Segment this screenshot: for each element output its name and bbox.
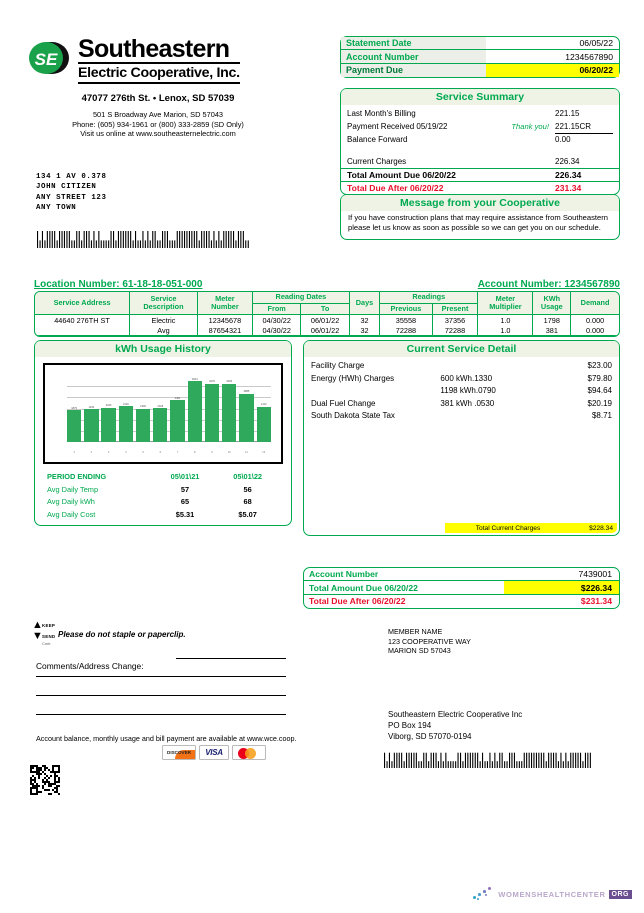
stub-member-city: MARION SD 57043 bbox=[388, 646, 451, 656]
history-row bbox=[47, 484, 279, 497]
chart-x-label: 8 bbox=[194, 451, 196, 454]
meter-header-row-1 bbox=[35, 292, 619, 303]
meter-cell-days: 32 bbox=[349, 325, 379, 336]
current-service-detail-panel bbox=[303, 340, 620, 536]
chart-bar bbox=[119, 406, 133, 442]
chart-bar bbox=[222, 384, 236, 442]
usage-history-chart bbox=[43, 363, 283, 464]
arrow-up-icon: ▲ bbox=[32, 619, 43, 631]
stub-value: $226.34 bbox=[504, 581, 619, 593]
total-due-after-label: Total Due After 06/20/22 bbox=[347, 183, 444, 194]
self-service-footnote: Account balance, monthly usage and bill payment are available at www.wce.coop. bbox=[36, 734, 297, 743]
summary-row bbox=[341, 121, 619, 135]
service-detail-row bbox=[304, 410, 619, 423]
statement-value: 1234567890 bbox=[565, 51, 613, 62]
history-row-col2: 68 bbox=[243, 497, 252, 507]
detail-amount: $23.00 bbox=[587, 361, 612, 370]
summary-value: 221.15CR bbox=[555, 121, 613, 135]
chart-bar bbox=[84, 409, 98, 442]
chart-bar-value-label: 2120 bbox=[122, 402, 129, 406]
chart-bar bbox=[67, 410, 81, 442]
visa-card-icon bbox=[199, 745, 229, 760]
meter-cell-previous: 72288 bbox=[380, 325, 432, 336]
history-head-label: PERIOD ENDING bbox=[47, 472, 107, 481]
meter-table-row bbox=[35, 315, 619, 326]
comments-write-line-4[interactable] bbox=[36, 714, 286, 715]
chart-x-label: 7 bbox=[176, 451, 179, 454]
meter-cell-demand: 0.000 bbox=[571, 315, 619, 326]
statement-row bbox=[341, 50, 619, 63]
current-service-detail-title: Current Service Detail bbox=[304, 341, 619, 357]
remit-po-box: PO Box 194 bbox=[388, 720, 432, 730]
history-row-col2: $5.07 bbox=[238, 509, 257, 519]
service-summary-body bbox=[341, 105, 619, 168]
th-previous: Previous bbox=[380, 303, 432, 315]
meter-cell-present: 37356 bbox=[432, 315, 478, 326]
meter-cell-description: Avg bbox=[130, 325, 198, 336]
branch-address: 501 S Broadway Ave Marion, SD 57043 bbox=[92, 110, 224, 119]
service-detail-row bbox=[304, 398, 619, 411]
summary-label: Balance Forward bbox=[347, 135, 408, 145]
th-from: From bbox=[252, 303, 300, 315]
chart-bar-slot bbox=[205, 375, 219, 442]
payment-stub-summary bbox=[303, 567, 620, 609]
stub-row bbox=[304, 581, 619, 594]
chart-bar-value-label: 2113 bbox=[260, 403, 267, 406]
th-to: To bbox=[301, 303, 349, 315]
chart-bar-slot bbox=[222, 375, 236, 442]
total-amount-due-row bbox=[341, 168, 619, 181]
chart-x-label: 3 bbox=[107, 451, 110, 454]
th-readings: Readings bbox=[380, 292, 478, 303]
chart-bar-slot bbox=[153, 375, 167, 442]
cooperative-message-panel bbox=[340, 194, 620, 240]
total-current-charges-value: $228.34 bbox=[589, 524, 613, 532]
detail-description: Facility Charge bbox=[311, 361, 365, 370]
th-days: Days bbox=[349, 292, 379, 315]
discover-card-icon bbox=[162, 745, 196, 760]
chart-x-label: 12 bbox=[262, 451, 266, 454]
current-service-detail-body bbox=[304, 357, 619, 423]
customer-name: JOHN CITIZEN bbox=[36, 183, 97, 192]
chart-bar bbox=[239, 394, 253, 442]
chart-x-label: 1 bbox=[73, 451, 75, 454]
meter-cell-meter-number: 87654321 bbox=[197, 325, 252, 336]
postal-barcode bbox=[36, 228, 251, 248]
detail-calculation: 600 kWh.1330 bbox=[440, 373, 493, 383]
detail-calculation: 381 kWh .0530 bbox=[440, 398, 495, 408]
chart-bar-slot bbox=[136, 375, 150, 442]
meter-cell-present: 72288 bbox=[432, 325, 478, 336]
usage-history-table bbox=[47, 471, 279, 521]
history-row bbox=[47, 496, 279, 509]
meter-table-row bbox=[35, 325, 619, 336]
statement-value: 06/05/22 bbox=[579, 38, 613, 49]
mastercard-right-circle bbox=[245, 748, 256, 759]
se-logo-icon bbox=[28, 37, 72, 79]
stub-value: 7439001 bbox=[578, 569, 612, 580]
watermark-text: WOMENSHEALTHCENTER bbox=[498, 889, 606, 899]
mastercard-card-icon bbox=[232, 745, 266, 760]
summary-note bbox=[493, 134, 555, 147]
service-detail-row bbox=[304, 360, 619, 373]
th-demand: Demand bbox=[571, 292, 619, 315]
detail-description: Dual Fuel Change bbox=[311, 398, 376, 408]
meter-cell-description: Electric bbox=[130, 315, 198, 326]
chart-x-label: 2 bbox=[90, 451, 93, 454]
statement-row bbox=[341, 64, 619, 77]
stub-postal-barcode bbox=[383, 750, 593, 768]
chart-bar-slot bbox=[84, 375, 98, 442]
stub-row bbox=[304, 595, 619, 608]
chart-bar-value-label: 3466 bbox=[226, 380, 233, 384]
meter-cell-demand: 0.000 bbox=[571, 325, 619, 336]
total-amount-due-label: Total Amount Due 06/20/22 bbox=[347, 170, 456, 181]
summary-note bbox=[493, 156, 555, 169]
visa-label: VISA bbox=[205, 748, 223, 757]
summary-value: 226.34 bbox=[555, 156, 580, 166]
usage-history-title: kWh Usage History bbox=[35, 341, 291, 357]
customer-street: ANY STREET 123 bbox=[36, 193, 107, 202]
summary-note: Thank you! bbox=[511, 121, 549, 131]
location-number: Location Number: 61-18-18-051-000 bbox=[34, 279, 203, 290]
chart-bar-slot bbox=[239, 375, 253, 442]
summary-label: Current Charges bbox=[347, 156, 407, 166]
detail-description: Energy (HWh) Charges bbox=[311, 373, 395, 383]
history-row-label: Avg Daily kWh bbox=[47, 497, 95, 507]
chart-bar-value-label: 2481 bbox=[174, 396, 181, 400]
customer-address-block bbox=[36, 172, 107, 214]
site-watermark bbox=[473, 887, 632, 901]
chart-x-tick-labels bbox=[67, 451, 271, 454]
chart-bar-slot bbox=[257, 375, 271, 442]
summary-label: Payment Received 05/19/22 bbox=[347, 121, 448, 131]
chart-bar-value-label: 3479 bbox=[209, 380, 215, 384]
history-row-col1: 65 bbox=[180, 497, 190, 507]
summary-row bbox=[341, 156, 619, 169]
statement-label: Statement Date bbox=[341, 37, 486, 49]
chart-x-label: 6 bbox=[159, 451, 162, 454]
chart-x-label: 10 bbox=[227, 451, 231, 454]
company-name-line2: Electric Cooperative, Inc. bbox=[78, 65, 240, 84]
remit-city: Viborg, SD 57070-0194 bbox=[388, 731, 472, 741]
chart-x-label: 11 bbox=[245, 451, 248, 454]
remit-company-name: Southeastern Electric Cooperative Inc bbox=[388, 710, 523, 719]
company-name bbox=[78, 36, 240, 84]
history-head-col2: 05\01\22 bbox=[233, 472, 263, 481]
chart-bar-value-label: 2026 bbox=[105, 404, 112, 408]
detail-amount: $8.71 bbox=[591, 411, 612, 421]
chart-bar bbox=[170, 400, 184, 442]
location-account-bar bbox=[34, 279, 620, 290]
chart-bar-value-label: 2885 bbox=[243, 390, 250, 394]
meter-cell-multiplier: 1.0 bbox=[478, 315, 533, 326]
chart-bar-slot bbox=[119, 375, 133, 442]
history-row bbox=[47, 509, 279, 522]
meter-cell-service-address bbox=[35, 325, 130, 336]
watermark-org-badge: ORG bbox=[609, 890, 632, 899]
stub-member-street: 123 COOPERATIVE WAY bbox=[388, 636, 471, 646]
company-contact bbox=[28, 110, 288, 139]
chart-bars bbox=[67, 375, 271, 442]
service-detail-row bbox=[304, 385, 619, 398]
head-office-address: 47077 276th St. • Lenox, SD 57039 bbox=[81, 93, 235, 104]
meter-cell-kwh-usage: 1798 bbox=[533, 315, 571, 326]
history-head-col1: 05\01\21 bbox=[170, 472, 200, 481]
meter-reading-table bbox=[34, 291, 620, 337]
summary-label: Last Month's Billing bbox=[347, 109, 416, 118]
customer-city: ANY TOWN bbox=[36, 204, 77, 213]
usage-history-panel bbox=[34, 340, 292, 526]
th-service-address: Service Address bbox=[35, 292, 130, 315]
meter-cell-kwh-usage: 381 bbox=[533, 325, 571, 336]
detail-amount: $94.64 bbox=[587, 386, 612, 396]
detail-description bbox=[311, 385, 440, 398]
accepted-cards bbox=[162, 745, 269, 760]
chart-bar-slot bbox=[188, 375, 202, 442]
chart-bar bbox=[153, 408, 167, 442]
meter-cell-from: 04/30/22 bbox=[252, 325, 300, 336]
total-due-after-row bbox=[341, 181, 619, 194]
chart-bar-value-label: 1944 bbox=[88, 405, 95, 409]
meter-cell-to: 06/01/22 bbox=[301, 325, 349, 336]
service-summary-title: Service Summary bbox=[341, 89, 619, 105]
meter-cell-meter-number: 12345678 bbox=[197, 315, 252, 326]
stub-row bbox=[304, 568, 619, 581]
detail-calculation bbox=[440, 360, 545, 373]
history-row-col1: $5.31 bbox=[175, 509, 195, 519]
chart-bar bbox=[257, 407, 271, 443]
arrow-down-icon: ▼ bbox=[32, 630, 43, 642]
detail-amount: $20.19 bbox=[587, 398, 612, 408]
summary-value: 221.15 bbox=[555, 109, 580, 118]
total-amount-due-value: 226.34 bbox=[555, 170, 582, 181]
detail-calculation: 1198 kWh.0790 bbox=[440, 386, 496, 396]
keep-send-markers bbox=[32, 620, 55, 646]
chart-bar bbox=[205, 384, 219, 442]
account-number-heading: Account Number: 1234567890 bbox=[477, 279, 620, 290]
total-current-charges-label: Total Current Charges bbox=[475, 524, 541, 532]
total-current-charges-row bbox=[445, 523, 617, 533]
send-sublabel: Cmtr bbox=[42, 641, 51, 646]
th-kwh-usage: KWh Usage bbox=[533, 292, 571, 315]
meter-cell-days: 32 bbox=[349, 315, 379, 326]
chart-x-label: 4 bbox=[125, 451, 127, 454]
meter-table-wrapper bbox=[34, 291, 620, 337]
history-row-label: Avg Daily Temp bbox=[47, 484, 99, 494]
logo-row bbox=[28, 36, 288, 84]
detail-amount: $79.80 bbox=[587, 373, 612, 383]
th-service-description: Service Description bbox=[130, 292, 198, 315]
discover-label: DISCOVER bbox=[167, 750, 191, 755]
chart-bar-value-label: 1879 bbox=[71, 406, 78, 410]
meter-cell-to: 06/01/22 bbox=[301, 315, 349, 326]
statement-info-table bbox=[340, 36, 620, 78]
chart-bar-slot bbox=[67, 375, 81, 442]
th-meter-number: Meter Number bbox=[197, 292, 252, 315]
company-website: Visit us online at www.southeasternelectric.com bbox=[80, 129, 236, 139]
history-row-col2: 56 bbox=[243, 484, 252, 494]
keep-label: KEEP bbox=[42, 623, 56, 628]
meter-cell-from: 04/30/22 bbox=[252, 315, 300, 326]
history-row-label: Avg Daily Cost bbox=[47, 509, 96, 519]
cooperative-message-title: Message from your Cooperative bbox=[341, 195, 619, 211]
company-name-line1: Southeastern bbox=[78, 37, 240, 64]
chart-bar-value-label: 2018 bbox=[157, 404, 164, 408]
watermark-dots-icon bbox=[473, 887, 495, 901]
chart-bar bbox=[101, 408, 115, 442]
summary-row bbox=[341, 134, 619, 147]
th-meter-multiplier: Meter Multiplier bbox=[478, 292, 533, 315]
send-label: SEND bbox=[42, 634, 56, 639]
customer-routing-line: 134 1 AV 0.378 bbox=[36, 173, 107, 181]
company-phone: Phone: (605) 934-1961 or (800) 333-2859 (SD Only) bbox=[72, 119, 244, 129]
comments-write-line-2[interactable] bbox=[36, 676, 286, 677]
cooperative-message-body: If you have construction plans that may require assistance from Southeastern please let us know as soon as possible so we can get you on our schedule. bbox=[348, 213, 609, 233]
detail-description: South Dakota State Tax bbox=[311, 411, 395, 421]
summary-spacer bbox=[341, 147, 619, 156]
chart-plot-area bbox=[67, 375, 271, 442]
statement-label: Account Number bbox=[341, 50, 486, 62]
th-reading-dates: Reading Dates bbox=[252, 292, 349, 303]
stub-value: $231.34 bbox=[580, 596, 612, 607]
service-detail-row bbox=[304, 373, 619, 386]
chart-x-label: 5 bbox=[142, 451, 144, 454]
summary-note bbox=[493, 108, 555, 121]
chart-bar-value-label: 3624 bbox=[191, 377, 198, 381]
statement-row bbox=[341, 37, 619, 50]
th-present: Present bbox=[432, 303, 478, 315]
meter-cell-previous: 35558 bbox=[380, 315, 432, 326]
stub-member-address bbox=[388, 627, 471, 656]
chart-bar-slot bbox=[101, 375, 115, 442]
chart-bar-value-label: 1990 bbox=[140, 405, 146, 409]
stub-label: Total Due After 06/20/22 bbox=[309, 596, 406, 607]
chart-bar-slot bbox=[170, 375, 184, 442]
svg-text:SE: SE bbox=[34, 50, 58, 69]
comments-write-line-1[interactable] bbox=[176, 658, 286, 659]
summary-value: 0.00 bbox=[555, 135, 571, 145]
no-staple-notice: Please do not staple or paperclip. bbox=[58, 630, 186, 639]
stub-member-name: MEMBER NAME bbox=[388, 627, 443, 636]
comments-label: Comments/Address Change: bbox=[36, 661, 144, 671]
chart-bar bbox=[188, 381, 202, 442]
summary-row bbox=[341, 108, 619, 121]
stub-label: Total Amount Due 06/20/22 bbox=[309, 582, 418, 593]
history-row-col1: 57 bbox=[180, 484, 190, 494]
chart-x-label: 9 bbox=[211, 451, 213, 454]
stub-label: Account Number bbox=[309, 569, 379, 580]
service-summary-panel bbox=[340, 88, 620, 195]
statement-label: Payment Due bbox=[341, 64, 486, 77]
detail-calculation bbox=[440, 410, 545, 423]
total-due-after-value: 231.34 bbox=[555, 183, 582, 194]
company-header bbox=[28, 36, 288, 139]
comments-write-line-3[interactable] bbox=[36, 695, 286, 696]
qr-code-icon bbox=[30, 765, 60, 795]
history-header-row bbox=[47, 471, 279, 484]
chart-bar bbox=[136, 409, 150, 442]
statement-value: 06/20/22 bbox=[486, 64, 619, 77]
stub-remittance-address bbox=[388, 710, 522, 742]
meter-cell-service-address: 44640 276TH ST bbox=[35, 315, 130, 326]
meter-cell-multiplier: 1.0 bbox=[478, 325, 533, 336]
